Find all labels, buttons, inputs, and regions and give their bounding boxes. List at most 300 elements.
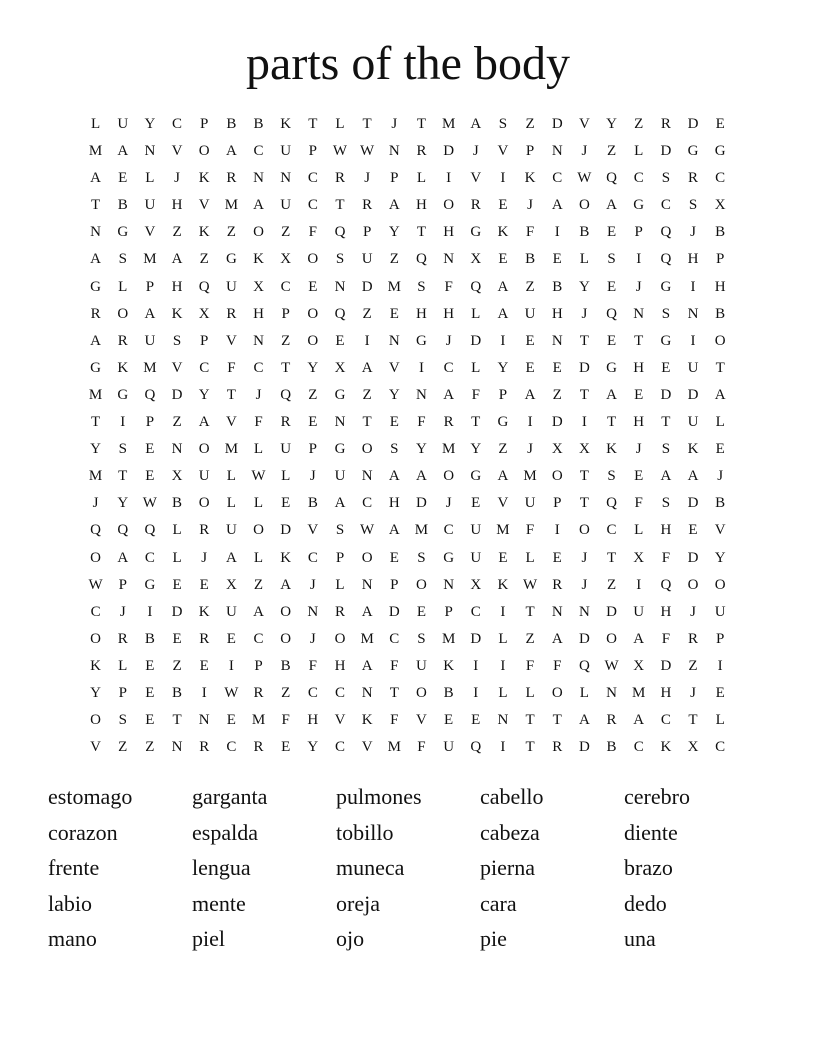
grid-letter: Z [281,684,291,701]
grid-letter: P [308,143,317,160]
grid-letter: S [607,251,616,268]
grid-letter: P [200,116,209,132]
grid-letter: W [604,657,619,674]
grid-letter: K [361,712,373,729]
grid-letter: P [525,143,535,160]
grid-letter: I [120,414,126,431]
grid-letter: F [227,359,236,376]
grid-letter: J [690,603,696,620]
grid-letter: I [500,603,506,620]
grid-letter: L [471,359,481,376]
grid-letter: F [525,224,535,241]
grid-letter: V [225,414,237,431]
grid-letter: H [633,359,645,376]
grid-letter: A [443,386,455,403]
grid-letter: Q [606,170,617,187]
grid-letter: P [200,332,209,349]
grid-letter: T [715,359,725,376]
grid-letter: E [715,441,725,458]
grid-letter: R [226,170,237,187]
grid-letter: T [308,116,318,132]
grid-letter: O [606,630,617,647]
word-bank-item: estomago [48,784,133,809]
grid-letter: L [579,684,589,701]
grid-letter: Z [498,441,508,458]
word-bank-item: pulmones [336,784,422,809]
grid-letter: O [307,305,319,322]
grid-letter: V [497,143,509,160]
grid-letter: K [90,657,101,674]
grid-letter: X [253,278,264,295]
grid-letter: A [633,630,645,647]
grid-letter: I [554,522,560,539]
word-bank-item: lengua [192,855,251,880]
grid-letter: T [471,414,481,431]
grid-letter: M [251,712,266,729]
grid-letter: H [416,305,427,322]
grid-letter: J [690,224,696,241]
grid-letter: R [362,197,373,214]
grid-letter: H [171,278,183,295]
grid-letter: L [281,468,291,485]
grid-letter: T [688,712,698,729]
grid-letter: L [715,414,725,431]
grid-letter: A [660,468,672,485]
grid-letter: C [660,197,671,214]
grid-letter: E [226,630,236,647]
grid-letter: F [525,522,535,539]
grid-letter: U [144,197,156,214]
grid-letter: R [416,143,427,160]
grid-letter: P [716,630,725,647]
grid-letter: J [581,576,588,593]
grid-letter: H [307,712,319,729]
grid-letter: O [416,576,427,593]
grid-letter: D [687,549,699,566]
word-bank-item: dedo [624,890,667,916]
grid-letter: J [391,116,398,132]
grid-letter: K [171,305,183,322]
grid-letter: Y [90,684,101,701]
grid-letter: S [390,441,399,458]
grid-letter: I [500,332,506,349]
grid-letter: H [714,278,726,295]
grid-letter: E [498,549,508,566]
grid-letter: E [172,576,182,593]
grid-letter: Z [688,657,698,674]
grid-letter: D [551,116,563,132]
grid-letter: X [633,549,645,566]
grid-letter: U [524,305,536,322]
grid-letter: O [198,495,210,512]
grid-letter: Q [280,386,292,403]
grid-letter: J [119,603,126,620]
grid-letter: E [634,386,644,403]
grid-letter: C [253,630,264,647]
grid-letter: A [361,657,373,674]
grid-letter: V [497,495,509,512]
grid-letter: H [443,224,455,241]
grid-letter: V [144,224,156,241]
grid-letter: D [416,495,427,512]
grid-letter: Q [198,278,210,295]
grid-letter: P [118,684,127,701]
grid-letter: E [281,495,291,512]
grid-letter: Q [117,522,129,539]
grid-letter: R [606,712,617,729]
grid-letter: E [226,712,236,729]
grid-letter: P [145,278,155,295]
grid-letter: G [334,441,346,458]
grid-letter: R [688,630,699,647]
grid-letter: F [417,414,426,431]
grid-letter: M [143,251,157,268]
word-bank-item: garganta [192,784,268,809]
grid-letter: X [470,251,482,268]
grid-letter: M [632,684,646,701]
grid-letter: C [307,549,318,566]
grid-letter: N [171,739,183,756]
word-bank-item: espalda [192,819,258,845]
word-bank-item: mente [192,890,246,916]
grid-letter: T [416,224,427,241]
grid-letter: B [552,278,563,295]
grid-letter: C [307,684,318,701]
grid-letter: M [496,522,510,539]
grid-letter: K [687,441,699,458]
grid-letter: A [687,468,699,485]
grid-letter: Y [606,116,617,132]
grid-letter: Q [470,739,482,756]
grid-letter: V [171,359,183,376]
grid-letter: R [199,522,210,539]
grid-letter: X [714,197,726,214]
grid-letter: E [281,739,291,756]
grid-letter: E [498,197,508,214]
grid-letter: F [254,414,263,431]
grid-letter: Y [198,386,210,403]
grid-letter: N [633,305,645,322]
grid-letter: N [253,332,264,349]
grid-letter: W [142,495,157,512]
grid-letter: J [581,305,588,322]
grid-letter: Z [606,576,617,593]
grid-letter: E [199,576,209,593]
grid-letter: U [280,143,292,160]
grid-letter: X [687,739,699,756]
grid-letter: R [253,739,264,756]
grid-letter: O [551,684,563,701]
grid-letter: C [660,712,671,729]
grid-letter: Z [172,657,182,674]
grid-letter: N [551,143,563,160]
grid-letter: N [307,603,319,620]
grid-letter: E [145,657,155,674]
grid-letter: K [606,441,617,458]
grid-letter: N [443,251,455,268]
grid-letter: J [472,143,479,160]
grid-letter: L [715,712,725,729]
grid-letter: I [500,170,506,187]
grid-letter: R [552,576,563,593]
grid-letter: Z [389,251,399,268]
grid-letter: X [280,251,292,268]
grid-letter: E [389,549,399,566]
grid-letter: Q [334,224,346,241]
grid-letter: O [361,549,373,566]
grid-letter: F [661,630,671,647]
grid-letter: O [90,630,101,647]
grid-letter: T [90,197,101,214]
grid-letter: O [307,251,319,268]
grid-letter: F [390,657,399,674]
grid-letter: K [497,224,509,241]
grid-letter: E [525,359,535,376]
grid-letter: A [714,386,726,403]
grid-letter: D [687,386,699,403]
grid-letter: U [524,495,536,512]
grid-letter: Z [525,116,535,132]
grid-letter: P [634,224,643,241]
grid-letter: F [308,657,317,674]
grid-letter: O [90,549,101,566]
grid-letter: J [309,468,316,485]
grid-letter: J [581,549,588,566]
grid-letter: N [334,278,346,295]
grid-letter: E [389,305,399,322]
grid-letter: Q [144,386,156,403]
grid-letter: E [145,684,155,701]
grid-letter: R [117,332,128,349]
grid-letter: B [715,224,726,241]
grid-letter: E [606,278,617,295]
grid-letter: C [307,197,318,214]
grid-letter: Z [199,251,209,268]
word-bank-item: corazon [48,819,118,845]
grid-letter: N [198,712,210,729]
grid-letter: D [470,332,482,349]
grid-letter: O [307,332,319,349]
grid-letter: Y [144,116,156,132]
grid-letter: P [390,170,399,187]
grid-letter: V [361,739,373,756]
grid-letter: U [416,657,427,674]
grid-letter: L [525,684,535,701]
grid-letter: S [172,332,182,349]
grid-letter: R [334,170,345,187]
grid-letter: Q [470,278,482,295]
grid-letter: H [334,657,346,674]
grid-letter: N [606,684,617,701]
grid-letter: G [117,224,129,241]
grid-letter: L [253,549,264,566]
grid-letter: M [441,630,456,647]
grid-letter: G [633,197,645,214]
grid-letter: U [470,522,482,539]
grid-letter: S [335,522,345,539]
grid-letter: C [633,170,644,187]
grid-letter: C [715,170,726,187]
grid-letter: O [687,576,699,593]
grid-letter: O [198,143,210,160]
word-bank-item: labio [48,890,92,916]
grid-letter: H [660,603,672,620]
grid-letter: S [417,278,426,295]
grid-letter: E [552,251,562,268]
grid-letter: O [253,522,264,539]
grid-letter: Y [307,739,319,756]
grid-letter: S [498,116,508,132]
grid-letter: B [253,116,264,132]
grid-letter: K [198,603,210,620]
word-bank-item: frente [48,855,100,880]
grid-letter: R [552,739,563,756]
grid-letter: V [714,522,726,539]
grid-letter: A [361,359,373,376]
grid-letter: V [307,522,319,539]
grid-letter: J [92,495,99,512]
grid-letter: A [117,143,129,160]
grid-letter: T [172,712,182,729]
grid-letter: O [117,305,129,322]
grid-letter: A [90,251,101,268]
grid-letter: K [198,170,210,187]
grid-letter: H [253,305,264,322]
grid-letter: I [500,657,506,674]
grid-letter: B [606,739,617,756]
grid-letter: O [416,684,427,701]
grid-letter: K [524,170,536,187]
grid-letter: B [525,251,536,268]
grid-letter: S [607,468,616,485]
grid-letter: Q [660,224,672,241]
grid-letter: C [552,170,563,187]
grid-letter: A [90,170,101,187]
grid-letter: E [444,712,454,729]
grid-letter: A [606,197,617,214]
grid-letter: R [470,197,481,214]
grid-letter: Q [660,576,672,593]
grid-letter: O [578,522,590,539]
grid-letter: S [417,549,426,566]
grid-letter: D [660,143,672,160]
grid-letter: C [470,603,481,620]
grid-letter: T [579,332,589,349]
grid-letter: T [90,414,101,431]
grid-letter: C [715,739,726,756]
grid-letter: S [688,197,698,214]
grid-letter: T [525,603,535,620]
grid-letter: J [690,684,696,701]
grid-letter: K [660,739,672,756]
grid-letter: H [633,414,645,431]
grid-letter: Z [634,116,644,132]
grid-letter: Z [281,224,291,241]
grid-letter: B [307,495,318,512]
grid-letter: E [199,657,209,674]
grid-letter: R [117,630,128,647]
grid-letter: F [525,657,535,674]
grid-letter: H [416,197,427,214]
word-bank-item: diente [624,819,678,845]
grid-letter: P [145,414,155,431]
grid-letter: F [661,549,671,566]
grid-letter: G [470,224,482,241]
grid-letter: O [443,197,455,214]
grid-letter: A [171,251,183,268]
grid-letter: K [497,576,509,593]
grid-letter: C [443,359,454,376]
grid-letter: N [388,143,400,160]
grid-letter: P [335,549,345,566]
grid-letter: P [553,495,562,512]
grid-letter: I [446,170,452,187]
grid-letter: A [606,386,617,403]
grid-letter: S [118,712,127,729]
grid-letter: O [280,630,292,647]
grid-letter: A [416,468,427,485]
grid-letter: R [660,116,671,132]
grid-letter: A [551,630,563,647]
grid-letter: D [443,143,455,160]
grid-letter: F [281,712,290,729]
grid-letter: L [226,495,236,512]
grid-letter: L [498,630,508,647]
grid-letter: Q [144,522,156,539]
grid-letter: U [117,116,129,132]
grid-letter: E [498,251,508,268]
grid-letter: U [280,441,292,458]
grid-letter: U [687,414,699,431]
word-bank-item: una [624,926,656,951]
grid-letter: E [715,684,725,701]
grid-letter: T [416,116,427,132]
grid-letter: U [714,603,726,620]
word-bank-item: muneca [336,855,405,880]
grid-letter: N [361,684,373,701]
grid-letter: L [471,305,481,322]
grid-letter: P [118,576,127,593]
grid-letter: E [145,712,155,729]
grid-letter: T [579,495,589,512]
grid-letter: H [551,305,563,322]
grid-letter: V [470,170,482,187]
grid-letter: X [578,441,590,458]
grid-letter: L [172,522,182,539]
grid-letter: U [225,522,237,539]
grid-letter: Q [606,495,617,512]
grid-letter: M [224,441,239,458]
grid-letter: E [661,359,671,376]
grid-letter: D [361,278,373,295]
grid-letter: W [360,143,375,160]
grid-letter: I [636,251,642,268]
grid-letter: J [364,170,371,187]
grid-letter: Q [660,251,672,268]
grid-letter: S [118,251,127,268]
grid-letter: L [579,251,589,268]
grid-letter: A [253,197,264,214]
grid-letter: C [307,170,318,187]
grid-letter: I [473,684,479,701]
grid-letter: V [198,197,210,214]
grid-letter: T [389,684,399,701]
grid-letter: D [687,116,699,132]
grid-letter: Z [362,305,372,322]
word-bank-item: pie [480,926,507,951]
grid-letter: C [633,739,644,756]
grid-letter: C [389,630,400,647]
